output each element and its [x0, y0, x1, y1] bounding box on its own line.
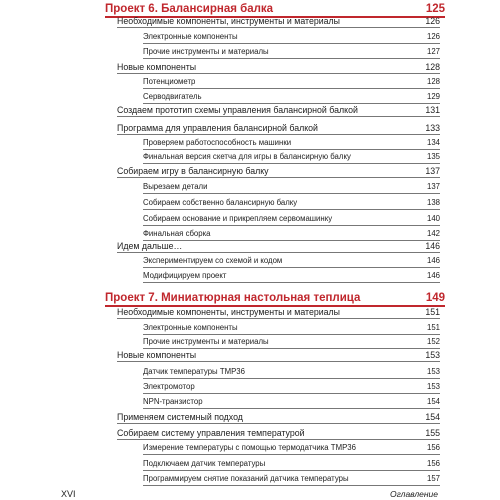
- toc-subentry: Датчик температуры TMP36 153: [143, 364, 440, 379]
- toc-subentry: Серводвигатель 129: [143, 89, 440, 104]
- toc-entry: Необходимые компоненты, инструменты и материалы 126: [117, 13, 440, 28]
- toc-subentry: Программируем снятие показаний датчика температуры 157: [143, 471, 440, 486]
- toc-subentry: Измерение температуры с помощью термодатчика TMP36 156: [143, 440, 440, 455]
- toc-subentry: Модифицируем проект 146: [143, 268, 440, 283]
- toc-subentry: Экспериментируем со схемой и кодом 146: [143, 253, 440, 268]
- toc-entry: Новые компоненты 128: [117, 59, 440, 74]
- toc-entry: Собираем систему управления температурой 155: [117, 425, 440, 440]
- section-title: Проект 6. Балансирная балка: [105, 3, 274, 15]
- toc-subentry: Потенциометр 128: [143, 74, 440, 89]
- toc-subentry: Электронные компоненты 126: [143, 29, 440, 44]
- footer-page-number: XVI: [61, 489, 76, 499]
- footer-section-name: Оглавление: [389, 489, 438, 499]
- toc-entry: Идем дальше… 146: [117, 238, 440, 253]
- toc-entry: Программа для управления балансирной балкой 133: [117, 120, 440, 135]
- toc-subentry: Собираем основание и прикрепляем сервомашинку 140: [143, 211, 440, 226]
- toc-entry: Применяем системный подход 154: [117, 409, 440, 424]
- toc-subentry: Проверяем работоспособность машинки 134: [143, 135, 440, 150]
- section-title: Проект 7. Миниатюрная настольная теплица: [105, 292, 361, 304]
- toc-subentry: Прочие инструменты и материалы 127: [143, 44, 440, 59]
- toc-subentry: Вырезаем детали 137: [143, 179, 440, 194]
- toc-subentry: Собираем собственно балансирную балку 138: [143, 195, 440, 210]
- toc-entry: Создаем прототип схемы управления балансирной балкой 131: [117, 102, 440, 117]
- toc-subentry: Финальная версия скетча для игры в балансирную балку 135: [143, 149, 440, 164]
- toc-subentry: Электромотор 153: [143, 379, 440, 394]
- toc-entry: Собираем игру в балансирную балку 137: [117, 163, 440, 178]
- toc-subentry: Подключаем датчик температуры 156: [143, 456, 440, 471]
- toc-entry: Необходимые компоненты, инструменты и материалы 151: [117, 304, 440, 319]
- section-page: 149: [425, 292, 445, 304]
- toc-entry: Новые компоненты 153: [117, 347, 440, 362]
- toc-subentry: Электронные компоненты 151: [143, 320, 440, 335]
- toc-subentry: Финальная сборка 142: [143, 226, 440, 241]
- section-page: 125: [425, 3, 445, 15]
- toc-subentry: Прочие инструменты и материалы 152: [143, 334, 440, 349]
- toc-subentry: NPN-транзистор 154: [143, 394, 440, 409]
